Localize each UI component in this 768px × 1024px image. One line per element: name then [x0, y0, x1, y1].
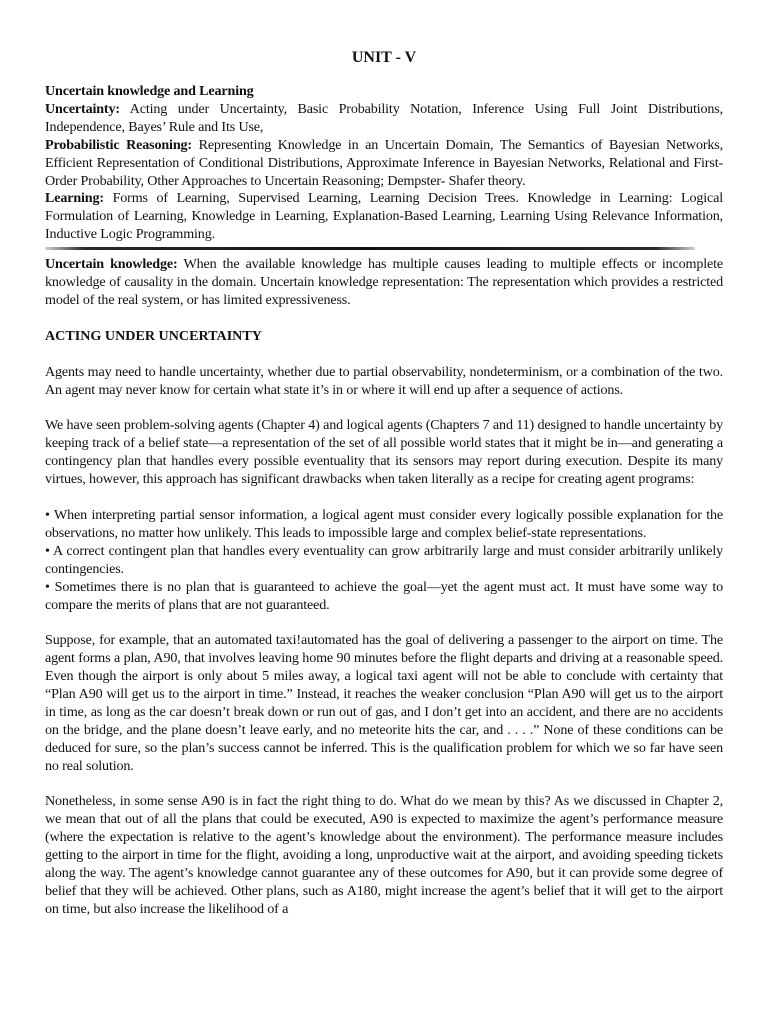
syllabus-item-text: Representing Knowledge in an Uncertain Domain, The Semantics of Bayesian Networks, Efficient Representation of Conditional Distributions, Approximate Inference in Bayesian Networks, Relational and First-Order Probability, Other Approaches to Uncertain Reasoning; Dempster- Shafer theory.	[45, 136, 724, 189]
horizontal-divider	[45, 247, 695, 250]
paragraph-2: We have seen problem-solving agents (Chapter 4) and logical agents (Chapters 7 and 11) designed to handle uncertainty by keeping track of a belief state—a representation of the set of all possible world states that it might be in—and generating a contingency plan that handles every possible eventuality that its sensors may report during execution. Despite its many virtues, however, this approach has significant drawbacks when taken literally as a recipe for creating agent programs:	[45, 417, 723, 488]
syllabus-item-learning	[45, 190, 723, 244]
bullet-item: • When interpreting partial sensor information, a logical agent must consider every logically possible explanation for the observations, no matter how unlikely. This leads to impossible large and complex belief-state representations.	[45, 507, 723, 541]
paragraph-3: Suppose, for example, that an automated taxi!automated has the goal of delivering a passenger to the airport on time. The agent forms a plan, A90, that involves leaving home 90 minutes before the flight departs and driving at a reasonable speed. Even though the airport is only about 5 miles away, a logical taxi agent will not be able to conclude with certainty that “Plan A90 will get us to the airport in time.” Instead, it reaches the weaker conclusion “Plan A90 will get us to the airport in time, as long as the car doesn’t break down or run out of gas, and I don’t get into an accident, and there are no accidents on the bridge, and the plane doesn’t leave early, and no meteorite hits the car, and . . . .” None of these conditions can be deduced for sure, so the plan’s success cannot be inferred. This is the qualification problem for which we so far have seen no real solution.	[45, 632, 723, 774]
syllabus-item-probabilistic-reasoning	[45, 137, 723, 191]
bullet-list	[45, 507, 723, 614]
syllabus-item-text: Acting under Uncertainty, Basic Probability Notation, Inference Using Full Joint Distributions, Independence, Bayes’ Rule and Its Use,	[45, 100, 723, 135]
bullet-item: • A correct contingent plan that handles every eventuality can grow arbitrarily large and must consider arbitrarily unlikely contingencies.	[45, 542, 723, 577]
definition-text: When the available knowledge has multiple causes leading to multiple effects or incomplete knowledge of causality in the domain. Uncertain knowledge representation: The representation which provides a restricted model of the real system, or has limited expressiveness.	[45, 256, 723, 308]
syllabus-heading: Uncertain knowledge and Learning	[45, 83, 254, 99]
bullet-item: • Sometimes there is no plan that is guaranteed to achieve the goal—yet the agent must act. It must have some way to compare the merits of plans that are not guaranteed.	[45, 578, 723, 613]
syllabus-item-label: Probabilistic Reasoning:	[45, 136, 192, 153]
syllabus-item-label: Learning:	[45, 190, 104, 207]
syllabus-item-text: Forms of Learning, Supervised Learning, Learning Decision Trees. Knowledge in Learning: Logical Formulation of Learning, Knowledge in Learning, Explanation-Based Learning, Learning Using Relevance Information, Inductive Logic Programming.	[45, 190, 723, 243]
syllabus-item-label: Uncertainty:	[45, 100, 120, 117]
page-title: UNIT - V	[351, 49, 417, 66]
paragraph-1: Agents may need to handle uncertainty, whether due to partial observability, nondeterminism, or a combination of the two. An agent may never know for certain what state it’s in or where it will end up after a sequence of actions.	[45, 363, 723, 398]
syllabus-item-uncertainty	[45, 101, 723, 137]
section-heading: ACTING UNDER UNCERTAINTY	[45, 327, 262, 344]
document-page	[45, 48, 723, 937]
paragraph-4: Nonetheless, in some sense A90 is in fact the right thing to do. What do we mean by this? As we discussed in Chapter 2, we mean that out of all the plans that could be executed, A90 is expected to maximize the agent’s performance measure (where the expectation is relative to the agent’s knowledge about the environment). The performance measure includes getting to the airport in time for the flight, avoiding a long, unproductive wait at the airport, and avoiding speeding tickets along the way. The agent’s knowledge cannot guarantee any of these outcomes for A90, but it can provide some degree of belief that they will be achieved. Other plans, such as A180, might increase the agent’s belief that it will get to the airport on time, but also increase the likelihood of a	[45, 793, 723, 917]
definition-label: Uncertain knowledge:	[45, 256, 178, 273]
definition-uncertain-knowledge	[45, 256, 723, 310]
